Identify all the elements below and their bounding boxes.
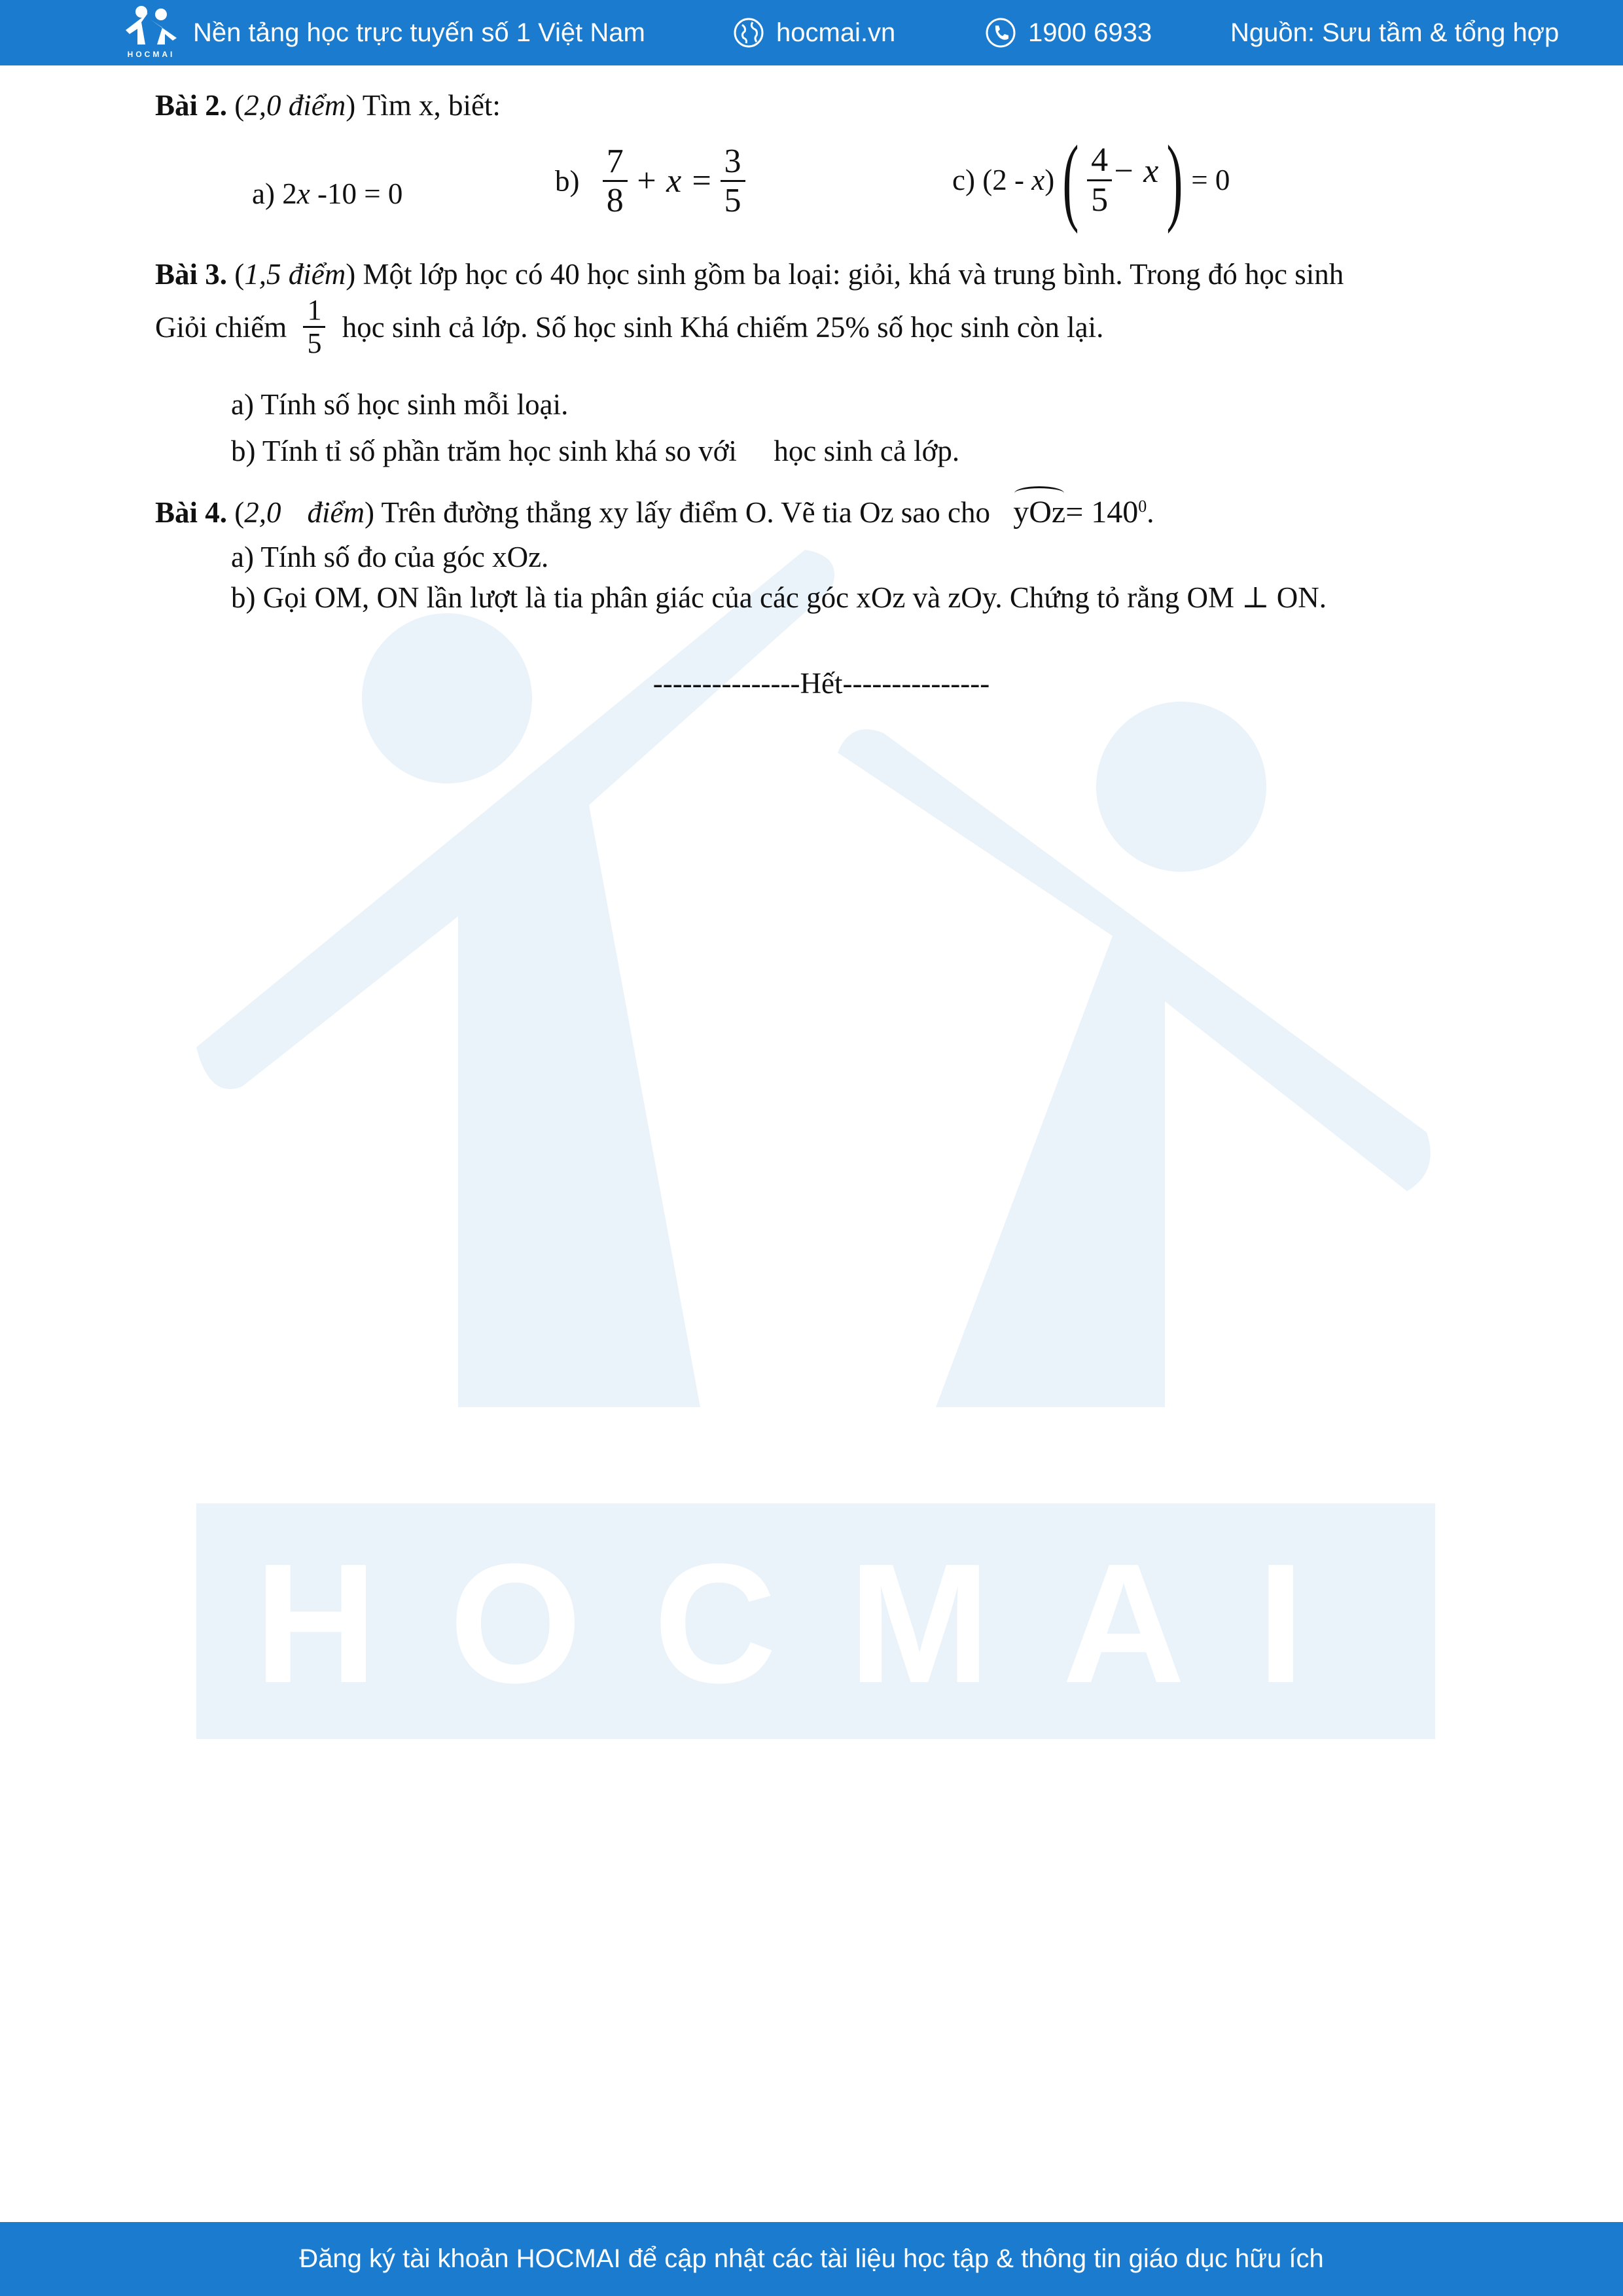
bai2-c-label: c) [952, 164, 975, 196]
bai2-b-mid: + x = [635, 162, 713, 200]
bai4-points-num: 2,0 [244, 496, 281, 529]
bai2-heading: Bài 2. (2,0 điểm) Tìm x, biết: [155, 89, 501, 122]
bai4-label: Bài 4. [155, 496, 228, 529]
bai4-end: . [1147, 496, 1154, 529]
bai3-part-a: a) Tính số học sinh mỗi loại. [231, 388, 569, 421]
frac-numerator: 1 [303, 295, 325, 328]
bai4-angle-eq: = 140 [1065, 495, 1139, 529]
frac-denominator: 5 [307, 327, 322, 360]
phone-label: 1900 6933 [1028, 18, 1152, 47]
bai2-c-frac [1087, 141, 1112, 218]
frac-denominator: 8 [606, 182, 624, 220]
bai2-part-a [252, 177, 402, 211]
bai2-part-b [555, 143, 745, 219]
website-label: hocmai.vn [776, 18, 896, 47]
bai2-c-left: (2 - x) [982, 164, 1055, 196]
bai4-part-a: a) Tính số đo của góc xOz. [231, 541, 549, 573]
bai3-b-end: học sinh cả lớp. [774, 435, 960, 467]
footer-text: Đăng ký tài khoản HOCMAI để cập nhật các tài liệu học tập & thông tin giáo dục hữu ích [299, 2244, 1324, 2273]
bai2-a-var: x [296, 177, 310, 210]
bai2-part-c: c) (2 - x)( $\frac{4}{5}$ − x) = 0 [952, 126, 1230, 234]
bai3-line-1: Bài 3. (1,5 điểm) Một lớp học có 40 học sinh gồm ba loại: giỏi, khá và trung bình. Trong đó học sinh [155, 258, 1344, 291]
bai3-b-start: b) Tính tỉ số phần trăm học sinh khá so với [231, 435, 737, 467]
bai2-b-label: b) [555, 164, 580, 198]
bai2-a-label: a) [252, 177, 275, 210]
frac-numerator: 3 [721, 143, 745, 182]
bai2-b-frac-1 [603, 143, 628, 219]
bai4-heading: Bài 4. (2,0 điểm) Trên đường thẳng xy lấy điểm O. Vẽ tia Oz sao cho $yOz= 140^0$. [155, 495, 1154, 529]
frac-denominator: 5 [1091, 181, 1109, 219]
bai4-angle-degree: 0 [1138, 497, 1147, 516]
bai4-angle: yOz [1013, 495, 1066, 529]
footer-bar[interactable] [0, 2222, 1623, 2296]
header-source: Nguồn: Sưu tầm & tổng hợp [1230, 18, 1560, 47]
bai2-b-frac-2 [721, 143, 745, 219]
bai4-points-word: điểm [307, 496, 365, 529]
bai3-text-1: Một lớp học có 40 học sinh gồm ba loại: giỏi, khá và trung bình. Trong đó học sinh [363, 258, 1344, 291]
frac-denominator: 5 [724, 182, 741, 220]
bai3-text-2-end: học sinh cả lớp. Số học sinh Khá chiếm 25% số học sinh còn lại. [342, 310, 1104, 344]
end-marker: ---------------Hết--------------- [652, 667, 990, 700]
bai3-label: Bài 3. [155, 258, 228, 291]
bai2-a-expr-2: -10 = 0 [310, 177, 403, 210]
bai2-label: Bài 2. [155, 89, 228, 122]
bai3-fraction [303, 295, 325, 360]
frac-numerator: 4 [1087, 141, 1112, 181]
bai2-c-right: = 0 [1191, 164, 1230, 196]
bai4-text: Trên đường thẳng xy lấy điểm O. Vẽ tia Oz sao cho [381, 496, 990, 529]
frac-numerator: 7 [603, 143, 628, 182]
header-slogan: Nền tảng học trực tuyến số 1 Việt Nam [193, 18, 645, 47]
bai2-prompt: Tìm x, biết: [362, 89, 501, 122]
bai3-part-b [231, 434, 959, 468]
bai4-part-b: b) Gọi OM, ON lần lượt là tia phân giác của các góc xOz và zOy. Chứng tỏ rằng OM ⊥ ON. [231, 581, 1327, 614]
logo-text: HOCMAI [127, 50, 175, 59]
bai2-c-minus-x: − x [1112, 152, 1159, 190]
bai3-text-2-start: Giỏi chiếm [155, 310, 287, 344]
bai2-points: 2,0 điểm [244, 89, 346, 122]
bai3-line-2 [155, 295, 1103, 360]
watermark-text: HOCMAI [254, 1529, 1377, 1719]
bai2-a-expr-1: 2 [282, 177, 297, 210]
bai3-points: 1,5 điểm [244, 258, 346, 291]
